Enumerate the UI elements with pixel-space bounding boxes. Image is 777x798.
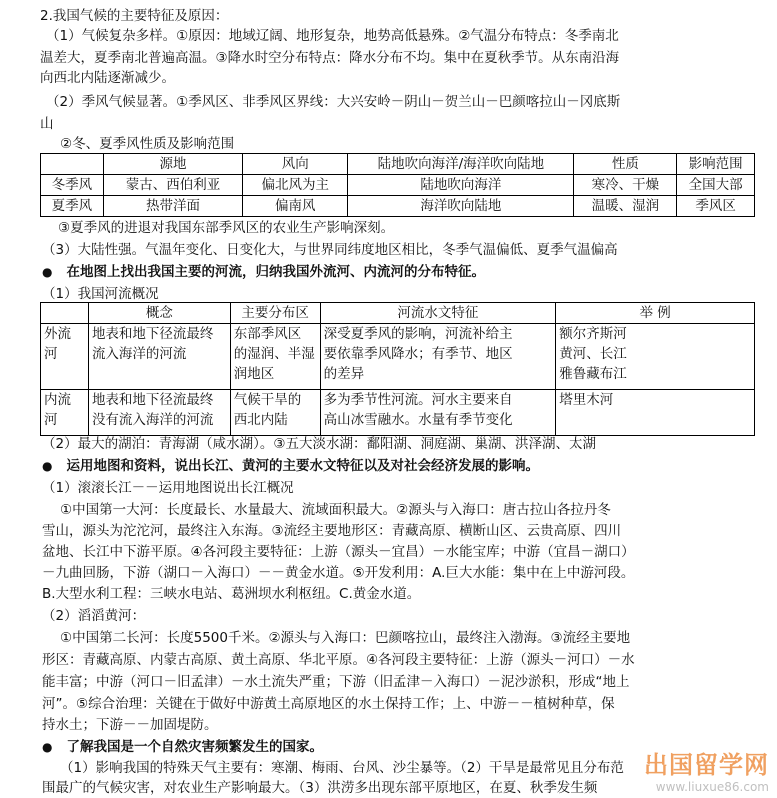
table-cell: 季风区	[677, 196, 755, 217]
table-header-cell: 举 例	[556, 303, 755, 324]
table-cell: 海洋吹向陆地	[348, 196, 574, 217]
cell-line: 雅鲁藏布江	[559, 366, 627, 382]
cell-line: 黄河、长江	[559, 346, 627, 362]
table-cell	[41, 324, 89, 390]
table-cell	[88, 390, 230, 436]
text-line: －九曲回肠，下游（湖口－入海口）－－黄金水道。⑤开发利用：A.巨大水能：集中在上中游河段。	[42, 565, 635, 581]
table-header-cell: 概念	[88, 303, 230, 324]
cell-line: 的差异	[323, 366, 365, 382]
table-cell: 偏南风	[243, 196, 348, 217]
text-line: （2）滔滔黄河：	[42, 608, 146, 624]
table-cell: 夏季风	[41, 196, 104, 217]
cell-line: 要依靠季风降水；有季节、地区	[323, 346, 513, 362]
table-cell: 热带洋面	[103, 196, 242, 217]
table-header-cell: 河流水文特征	[320, 303, 556, 324]
cell-line: 深受夏季风的影响，河流补给主	[323, 326, 513, 342]
cell-line: 河	[44, 412, 58, 428]
text-line: B.大型水利工程：三峡水电站、葛洲坝水利枢纽。C.黄金水道。	[42, 586, 421, 602]
river-table	[40, 302, 755, 436]
text-line: 形区：青藏高原、内蒙古高原、黄土高原、华北平原。④各河段主要特征：上游（源头－河口）－水	[42, 652, 635, 668]
text-line: ①中国第一大河：长度最长、水量最大、流域面积最大。②源头与入海口：唐古拉山各拉丹冬	[60, 502, 611, 518]
cell-line: 润地区	[233, 366, 275, 382]
table-header-cell: 主要分布区	[230, 303, 320, 324]
cell-line: 的湿润、半湿	[233, 346, 315, 362]
text-line: 山	[40, 116, 54, 132]
bullet-heading: ● 运用地图和资料，说出长江、黄河的主要水文特征以及对社会经济发展的影响。	[42, 456, 759, 476]
bullet-heading: ● 了解我国是一个自然灾害频繁发生的国家。	[42, 737, 759, 757]
cell-line: 河	[44, 346, 58, 362]
text-line: （1）滚滚长江－－运用地图说出长江概况	[42, 480, 294, 496]
text-line: 持水土；下游－－加固堤防。	[42, 717, 218, 733]
table-cell	[320, 390, 556, 436]
cell-line: 塔里木河	[559, 392, 614, 408]
monsoon-table	[40, 153, 755, 217]
bullet-heading: ● 在地图上找出我国主要的河流，归纳我国外流河、内流河的分布特征。	[42, 262, 759, 282]
text-line: （1）我国河流概况	[42, 286, 159, 302]
cell-line: 没有流入海洋的河流	[91, 412, 214, 428]
table-header-cell	[41, 303, 89, 324]
table-cell	[41, 390, 89, 436]
table-cell: 全国大部	[677, 175, 755, 196]
text-line: （2）最大的湖泊：青海湖（咸水湖）。③五大淡水湖：鄱阳湖、洞庭湖、巢湖、洪泽湖、太湖	[42, 436, 596, 452]
table-cell: 温暖、湿润	[574, 196, 677, 217]
table-cell	[556, 324, 755, 390]
text-line: 能丰富；中游（河口－旧孟津）－水土流失严重；下游（旧孟津－入海口）－泥沙淤积，形成“地上	[42, 674, 630, 690]
section-heading: 2.我国气候的主要特征及原因：	[40, 8, 229, 24]
table-cell	[230, 324, 320, 390]
cell-line: 高山冰雪融水。水量有季节变化	[323, 412, 513, 428]
text-line: （1）影响我国的特殊天气主要有：寒潮、梅雨、台风、沙尘暴等。（2）干旱是最常见且分布范	[60, 760, 624, 776]
cell-line: 西北内陆	[233, 412, 288, 428]
table-row	[41, 175, 755, 196]
table-cell: 寒冷、干燥	[574, 175, 677, 196]
text-line: ①中国第二长河：长度5500千米。②源头与入海口：巴颜喀拉山，最终注入渤海。③流经主要地	[60, 630, 631, 646]
cell-line: 流入海洋的河流	[91, 346, 187, 362]
table-header-cell: 风向	[243, 154, 348, 175]
table-cell: 偏北风为主	[243, 175, 348, 196]
table-header-cell: 陆地吹向海洋/海洋吹向陆地	[348, 154, 574, 175]
text-line: ②冬、夏季风性质及影响范围	[60, 136, 235, 152]
table-row	[41, 324, 755, 390]
table-cell: 冬季风	[41, 175, 104, 196]
text-line: （1）气候复杂多样。①原因：地域辽阔、地形复杂，地势高低悬殊。②气温分布特点：冬季南北	[46, 28, 619, 44]
watermark	[644, 745, 769, 794]
text-line: （3）大陆性强。气温年变化、日变化大，与世界同纬度地区相比，冬季气温偏低、夏季气温偏高	[42, 242, 618, 258]
table-header-cell: 性质	[574, 154, 677, 175]
table-cell	[88, 324, 230, 390]
text-line: （2）季风气候显著。①季风区、非季风区界线：大兴安岭－阴山－贺兰山－巴颜喀拉山－冈底斯	[46, 94, 621, 110]
cell-line: 气候干旱的	[233, 392, 302, 408]
text-line: 雪山，源头为沱沱河，最终注入东海。③流经主要地形区：青藏高原、横断山区、云贵高原、四川	[42, 523, 622, 539]
text-line: 温差大，夏季南北普遍高温。③降水时空分布特点：降水分布不均。集中在夏秋季节。从东南沿海	[40, 50, 620, 66]
table-header-cell	[41, 154, 104, 175]
cell-line: 地表和地下径流最终	[91, 326, 214, 342]
table-cell: 陆地吹向海洋	[348, 175, 574, 196]
cell-line: 外流	[44, 326, 71, 342]
cell-line: 多为季节性河流。河水主要来自	[323, 392, 513, 408]
table-header-row	[41, 154, 755, 175]
text-line: ③夏季风的进退对我国东部季风区的农业生产影响深刻。	[58, 220, 395, 236]
text-line: 盆地、长江中下游平原。④各河段主要特征：上游（源头－宜昌）－水能宝库；中游（宜昌－湖口）	[42, 544, 635, 560]
table-row	[41, 196, 755, 217]
table-header-row	[41, 303, 755, 324]
watermark-url: www.liuxue86.com	[655, 780, 769, 794]
cell-line: 内流	[44, 392, 71, 408]
text-line: 围最广的气候灾害，对农业生产影响最大。（3）洪涝多出现东部平原地区，在夏、秋季发生频	[42, 780, 598, 796]
table-cell	[556, 390, 755, 436]
text-line: 向西北内陆逐渐减少。	[40, 70, 175, 86]
table-cell	[320, 324, 556, 390]
cell-line: 地表和地下径流最终	[91, 392, 214, 408]
table-cell: 蒙古、西伯利亚	[103, 175, 242, 196]
text-line: 河”。⑤综合治理：关键在于做好中游黄土高原地区的水土保持工作；上、中游－－植树种草，保	[42, 696, 615, 712]
watermark-title: 出国留学网	[644, 750, 769, 779]
table-header-cell: 源地	[103, 154, 242, 175]
table-row	[41, 390, 755, 436]
cell-line: 东部季风区	[233, 326, 302, 342]
cell-line: 额尔齐斯河	[559, 326, 627, 342]
table-header-cell: 影响范围	[677, 154, 755, 175]
table-cell	[230, 390, 320, 436]
